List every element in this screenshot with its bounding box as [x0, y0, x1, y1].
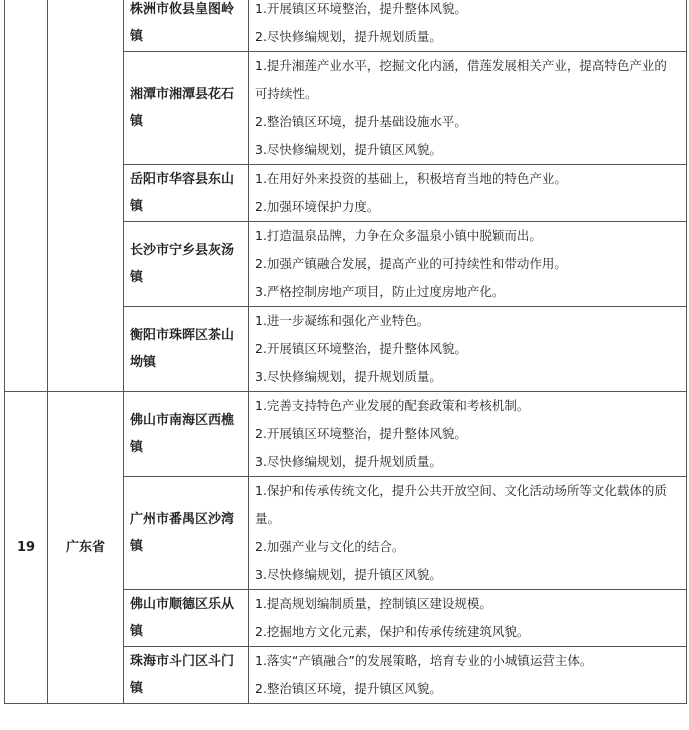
province-cell: 广东省 — [48, 392, 124, 704]
requirements-cell — [249, 392, 687, 477]
requirements-cell — [249, 477, 687, 590]
requirements-cell — [249, 165, 687, 222]
town-name: 广州市番禺区沙湾镇 — [124, 477, 249, 590]
province-cell — [48, 0, 124, 392]
requirement-item: 1.在用好外来投资的基础上，积极培育当地的特色产业。 — [255, 171, 567, 186]
town-name: 株洲市攸县皇图岭镇 — [124, 0, 249, 52]
towns-table — [4, 0, 687, 704]
requirement-item: 1.进一步凝练和强化产业特色。 — [255, 313, 430, 328]
requirement-item: 1.提高规划编制质量，控制镇区建设规模。 — [255, 596, 492, 611]
row-number — [5, 0, 48, 392]
requirement-item: 1.提升湘莲产业水平，挖掘文化内涵，借莲发展相关产业，提高特色产业的可持续性。 — [255, 58, 667, 101]
requirement-item: 1.保护和传承传统文化，提升公共开放空间、文化活动场所等文化载体的质量。 — [255, 483, 667, 526]
requirements-cell — [249, 222, 687, 307]
requirement-item: 3.尽快修编规划，提升镇区风貌。 — [255, 142, 442, 157]
requirements-cell — [249, 0, 687, 52]
requirement-item: 3.尽快修编规划，提升镇区风貌。 — [255, 567, 442, 582]
requirement-item: 1.开展镇区环境整治，提升整体风貌。 — [255, 1, 467, 16]
table-body — [5, 0, 687, 704]
town-name: 长沙市宁乡县灰汤镇 — [124, 222, 249, 307]
requirement-item: 2.开展镇区环境整治，提升整体风貌。 — [255, 426, 467, 441]
requirement-item: 2.尽快修编规划，提升规划质量。 — [255, 29, 442, 44]
requirement-item: 2.加强产镇融合发展，提高产业的可持续性和带动作用。 — [255, 256, 567, 271]
requirement-item: 2.加强环境保护力度。 — [255, 199, 380, 214]
town-name: 佛山市顺德区乐从镇 — [124, 590, 249, 647]
town-name: 珠海市斗门区斗门镇 — [124, 647, 249, 704]
requirements-cell — [249, 590, 687, 647]
town-name: 岳阳市华容县东山镇 — [124, 165, 249, 222]
requirements-cell — [249, 52, 687, 165]
requirement-item: 2.整治镇区环境，提升基础设施水平。 — [255, 114, 467, 129]
requirement-item: 1.落实“产镇融合”的发展策略，培育专业的小城镇运营主体。 — [255, 653, 593, 668]
requirement-item: 2.整治镇区环境，提升镇区风貌。 — [255, 681, 442, 696]
table-row — [5, 0, 687, 52]
requirements-cell — [249, 307, 687, 392]
town-name: 佛山市南海区西樵镇 — [124, 392, 249, 477]
table-row — [5, 392, 687, 477]
town-name: 衡阳市珠晖区茶山坳镇 — [124, 307, 249, 392]
requirement-item: 3.尽快修编规划，提升规划质量。 — [255, 454, 442, 469]
requirement-item: 3.严格控制房地产项目，防止过度房地产化。 — [255, 284, 505, 299]
requirement-item: 2.开展镇区环境整治，提升整体风貌。 — [255, 341, 467, 356]
town-name: 湘潭市湘潭县花石镇 — [124, 52, 249, 165]
requirement-item: 1.打造温泉品牌，力争在众多温泉小镇中脱颖而出。 — [255, 228, 542, 243]
requirement-item: 3.尽快修编规划，提升规划质量。 — [255, 369, 442, 384]
requirement-item: 1.完善支持特色产业发展的配套政策和考核机制。 — [255, 398, 530, 413]
requirements-cell — [249, 647, 687, 704]
requirement-item: 2.加强产业与文化的结合。 — [255, 539, 405, 554]
requirement-item: 2.挖掘地方文化元素，保护和传承传统建筑风貌。 — [255, 624, 530, 639]
row-number: 19 — [5, 392, 48, 704]
